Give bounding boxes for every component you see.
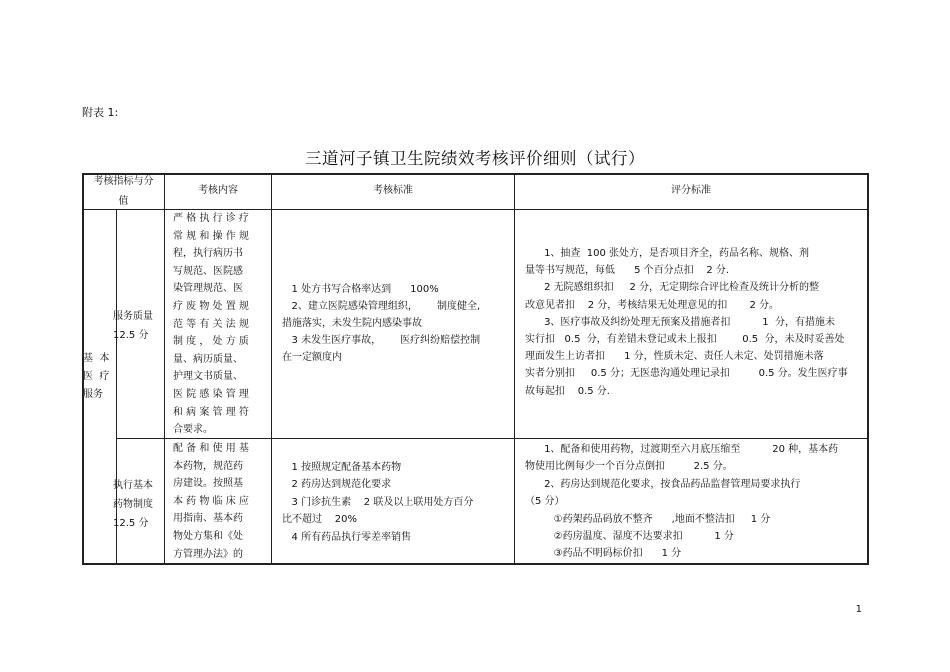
row1-indicator: 服务质量 12.5 分 <box>113 311 153 341</box>
category-label: 基 本 医 疗 服务 <box>83 353 110 400</box>
header-indicator: 考核指标与分 值 <box>93 176 154 207</box>
table-border-top <box>82 173 869 175</box>
attachment-label: 附表 1: <box>82 106 119 119</box>
header-scoring: 评分标准 <box>671 185 711 196</box>
col-divider-3 <box>514 173 515 564</box>
table-border-bottom <box>82 563 869 565</box>
row1-standard: 1 处方书写合格率达到 100% 2、建立医院感染管理组织， 制度健全, 措施落实，未发生院内感染事故 3 未发生医疗事故， 医疗纠纷赔偿控制 在一定额度内 <box>282 284 481 363</box>
row1-content: 严 格 执 行 诊 疗 常 规 和 操 作 规 程，执行病历书 写规范、医院感 染管理规范、医 疗 废 物 处 置 规 范 等 有 关 法 规 制 度 ， 处 方 质 量、病历质量、 护理文书质量、 医 院 感 染 管 理 和 病 案 管 理 符 合要求。 <box>173 213 249 436</box>
header-standard: 考核标准 <box>373 185 413 196</box>
header-content: 考核内容 <box>198 185 238 196</box>
col-divider-1 <box>164 173 165 564</box>
page-number: 1 <box>855 604 862 615</box>
row2-scoring: 1、配备和使用药物，过渡期至六月底压缩至 20 种，基本药 物使用比例每少一个百分点倒扣 2.5 分。 2、药房达到规范化要求，按食品药品监督管理局要求执行 （5 分） ①药架药品码放不整齐 ,地面不整洁扣 1 分 ②药房温度、湿度不达要求扣 1 分 ③药品不明码标价扣 1 分 <box>525 444 839 560</box>
document-title: 三道河子镇卫生院绩效考核评价细则（试行） <box>305 149 645 168</box>
row2-indicator: 执行基本 药物制度 12.5 分 <box>113 480 153 529</box>
table-border-right <box>867 173 869 564</box>
row2-content: 配 备 和 使 用 基 本药物，规范药 房建设。按照基 本 药 物 临 床 应 用指南、基本药 物处方集和《处 方管理办法》的 <box>173 443 249 560</box>
row2-standard: 1 按照规定配备基本药物 2 药房达到规范化要求 3 门诊抗生素 2 联及以上联用处方百分 比不超过 20% 4 所有药品执行零差率销售 <box>282 462 474 543</box>
col-divider-2 <box>271 173 272 564</box>
row1-scoring: 1、抽查 100 张处方，是否项目齐全，药品名称、规格、剂 量等书写规范，每低 5 个百分点扣 2 分. 2 无院感组织扣 2 分，无定期综合评比检查及统计分析的整 改意见者扣 2 分，考核结果无处理意见的扣 2 分。 3、医疗事故及纠纷处理无预案及措施者扣 1 分，有措施未 实行扣 0.5 分，有差错未登记或未上报扣 0.5 分，未及时妥善处 理面发生上访者扣 1 分，性质未定、责任人未定、处罚措施未落 实者分别扣 0.5 分；无医患沟通处理记录扣 0.5 分。发生医疗事 故每起扣 0.5 分. <box>525 248 848 397</box>
